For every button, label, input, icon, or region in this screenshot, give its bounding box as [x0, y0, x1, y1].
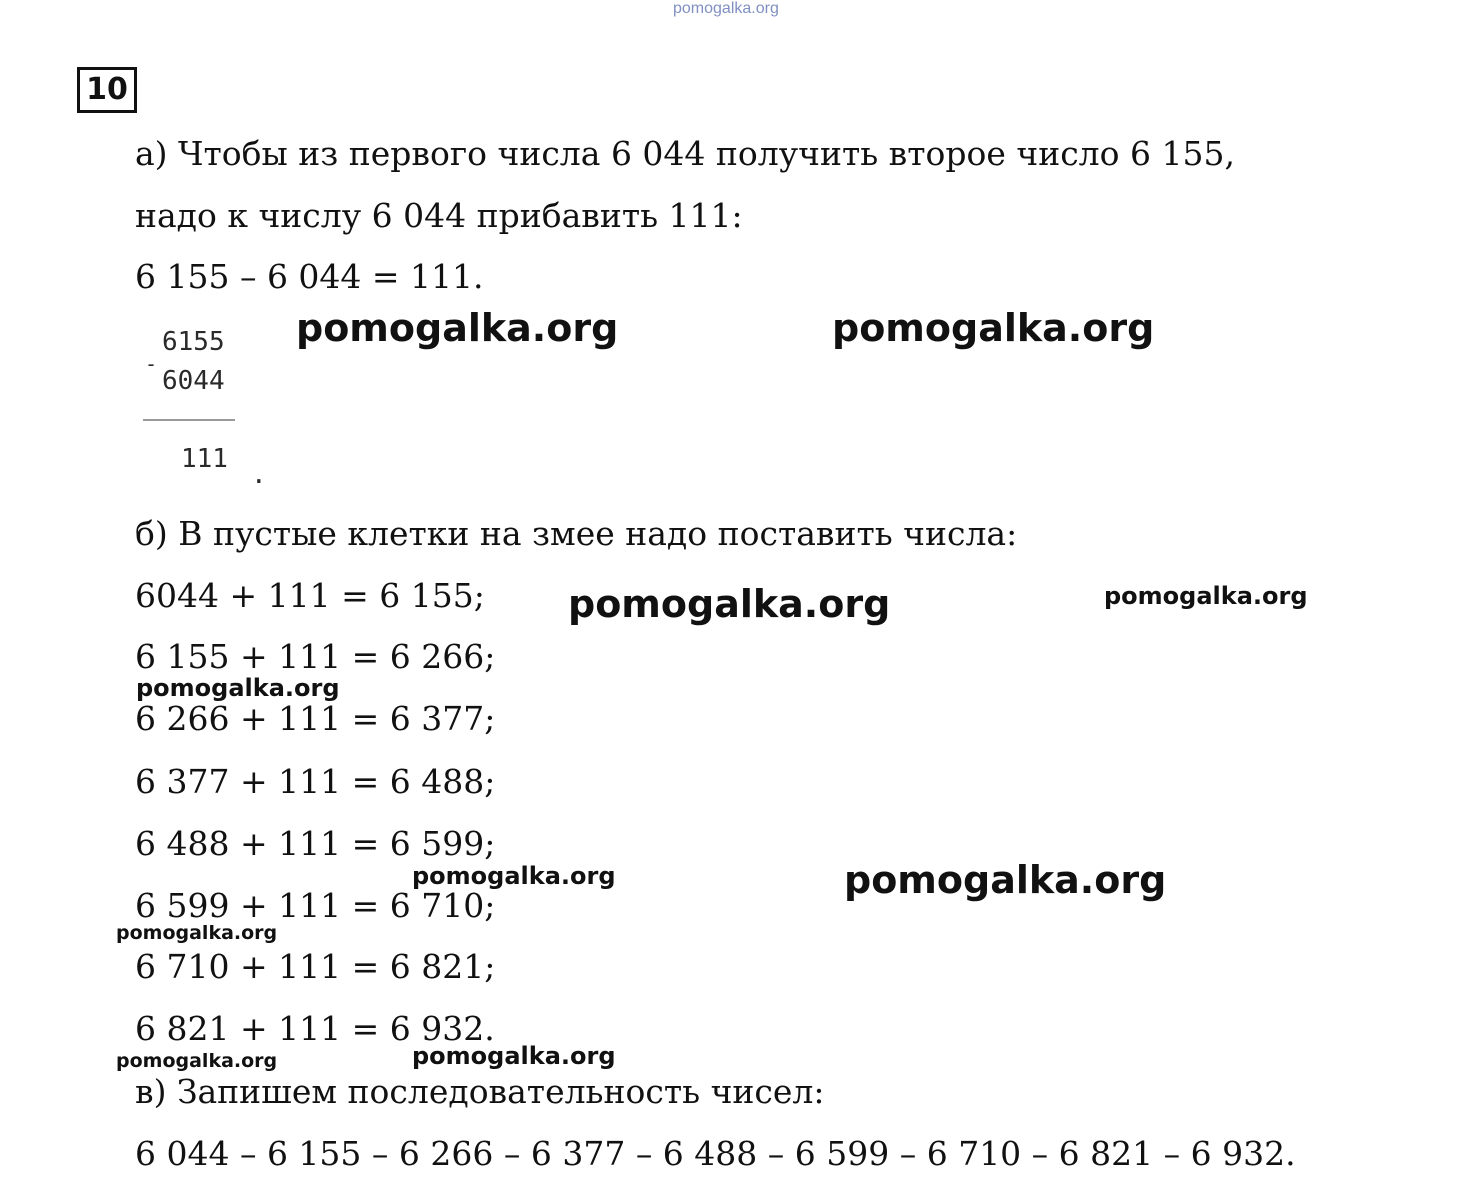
watermark-text: pomogalka.org	[116, 1050, 278, 1072]
watermark-text: pomogalka.org	[568, 582, 891, 626]
part-a-line-1: а) Чтобы из первого числа 6 044 получить второе число 6 155,	[135, 134, 1235, 173]
watermark-text: pomogalka.org	[116, 922, 278, 944]
part-b-equation: 6 377 + 111 = 6 488;	[135, 762, 496, 801]
watermark-text: pomogalka.org	[412, 862, 616, 890]
column-divider	[143, 419, 235, 421]
watermark-text: pomogalka.org	[136, 674, 340, 702]
watermark-text: pomogalka.org	[832, 306, 1155, 350]
watermark-text: pomogalka.org	[1104, 582, 1308, 610]
watermark-text: pomogalka.org	[844, 858, 1167, 902]
task-number-box: 10	[77, 67, 137, 113]
watermark-text: pomogalka.org	[296, 306, 619, 350]
site-watermark-top: pomogalka.org	[673, 0, 779, 17]
column-minus-sign: -	[145, 352, 158, 376]
part-a-equation: 6 155 – 6 044 = 111.	[135, 257, 484, 296]
part-b-equation: 6 266 + 111 = 6 377;	[135, 699, 496, 738]
part-b-equation: 6 821 + 111 = 6 932.	[135, 1009, 495, 1048]
watermark-text: pomogalka.org	[412, 1042, 616, 1070]
column-result: 111	[181, 444, 228, 474]
part-b-equation: 6 488 + 111 = 6 599;	[135, 824, 496, 863]
part-b-equation: 6 710 + 111 = 6 821;	[135, 947, 496, 986]
part-c-sequence: 6 044 – 6 155 – 6 266 – 6 377 – 6 488 – 6 599 – 6 710 – 6 821 – 6 932.	[135, 1134, 1296, 1173]
part-b-intro: б) В пустые клетки на змее надо поставить числа:	[135, 514, 1018, 553]
column-dot: .	[251, 460, 267, 490]
column-subtrahend: 6044	[162, 366, 225, 396]
part-c-intro: в) Запишем последовательность чисел:	[135, 1072, 825, 1111]
column-minuend: 6155	[162, 327, 225, 357]
part-b-equation: 6044 + 111 = 6 155;	[135, 576, 485, 615]
part-b-equation: 6 599 + 111 = 6 710;	[135, 886, 496, 925]
part-b-equation: 6 155 + 111 = 6 266;	[135, 637, 496, 676]
part-a-line-2: надо к числу 6 044 прибавить 111:	[135, 196, 743, 235]
